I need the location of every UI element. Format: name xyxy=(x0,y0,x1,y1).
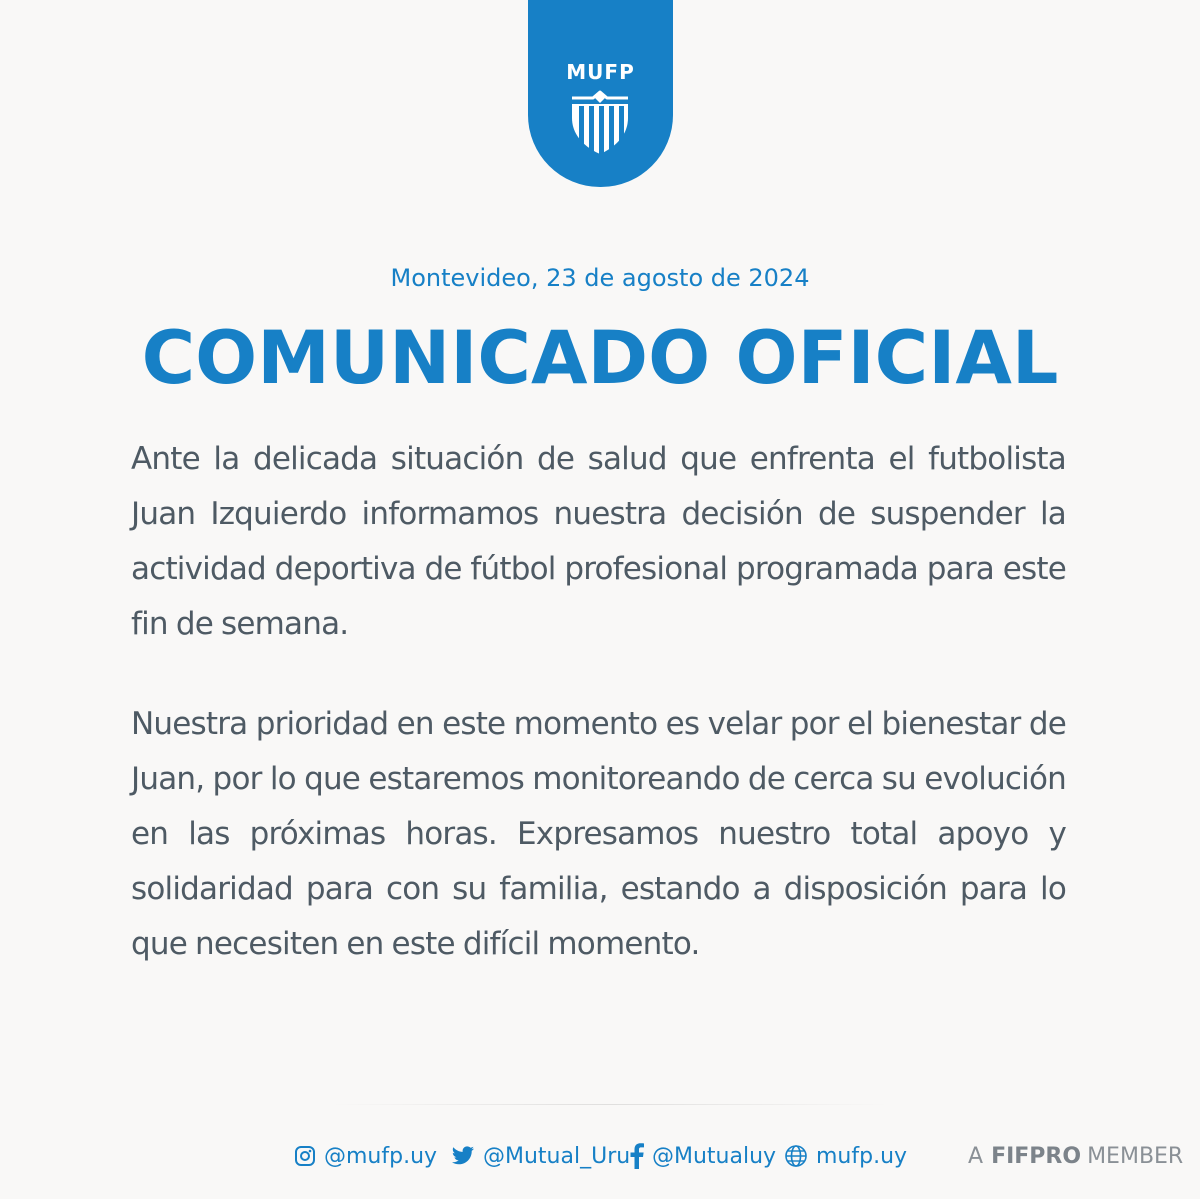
facebook-icon xyxy=(630,1143,644,1169)
logo-text: MUFP xyxy=(566,60,635,84)
mufp-logo-badge xyxy=(528,0,673,187)
fifpro-member-badge xyxy=(968,1138,1183,1174)
page-title: COMUNICADO OFICIAL xyxy=(141,316,1059,401)
globe-icon xyxy=(784,1144,808,1168)
fifpro-suffix: MEMBER xyxy=(1087,1143,1184,1169)
twitter-link[interactable] xyxy=(451,1138,630,1174)
website-link[interactable] xyxy=(784,1138,907,1174)
footer xyxy=(0,1138,1200,1174)
paragraph-1: Ante la delicada situación de salud que enfrenta el futbolista Juan Izquierdo informamos nuestra decisión de suspender la actividad deportiva de fútbol profesional programada para este fin de semana. xyxy=(131,441,1066,642)
website-handle: mufp.uy xyxy=(816,1143,908,1169)
shield-icon xyxy=(566,84,634,156)
instagram-link[interactable] xyxy=(294,1138,437,1174)
instagram-handle: @mufp.uy xyxy=(324,1143,438,1169)
facebook-link[interactable] xyxy=(630,1138,776,1174)
fifpro-brand: FIFPRO xyxy=(991,1143,1082,1169)
fifpro-prefix: A xyxy=(968,1143,984,1169)
instagram-icon xyxy=(294,1145,316,1167)
footer-divider xyxy=(330,1104,890,1105)
twitter-icon xyxy=(451,1146,475,1166)
paragraph-2: Nuestra prioridad en este momento es velar por el bienestar de Juan, por lo que estaremos monitoreando de cerca su evolución en las próximas horas. Expresamos nuestro total apoyo y solidaridad para con su familia, estando a disposición para lo que necesiten en este difícil momento. xyxy=(131,706,1066,962)
date-line: Montevideo, 23 de agosto de 2024 xyxy=(390,264,810,292)
facebook-handle: @Mutualuy xyxy=(652,1143,777,1169)
twitter-handle: @Mutual_Uru xyxy=(483,1143,631,1169)
